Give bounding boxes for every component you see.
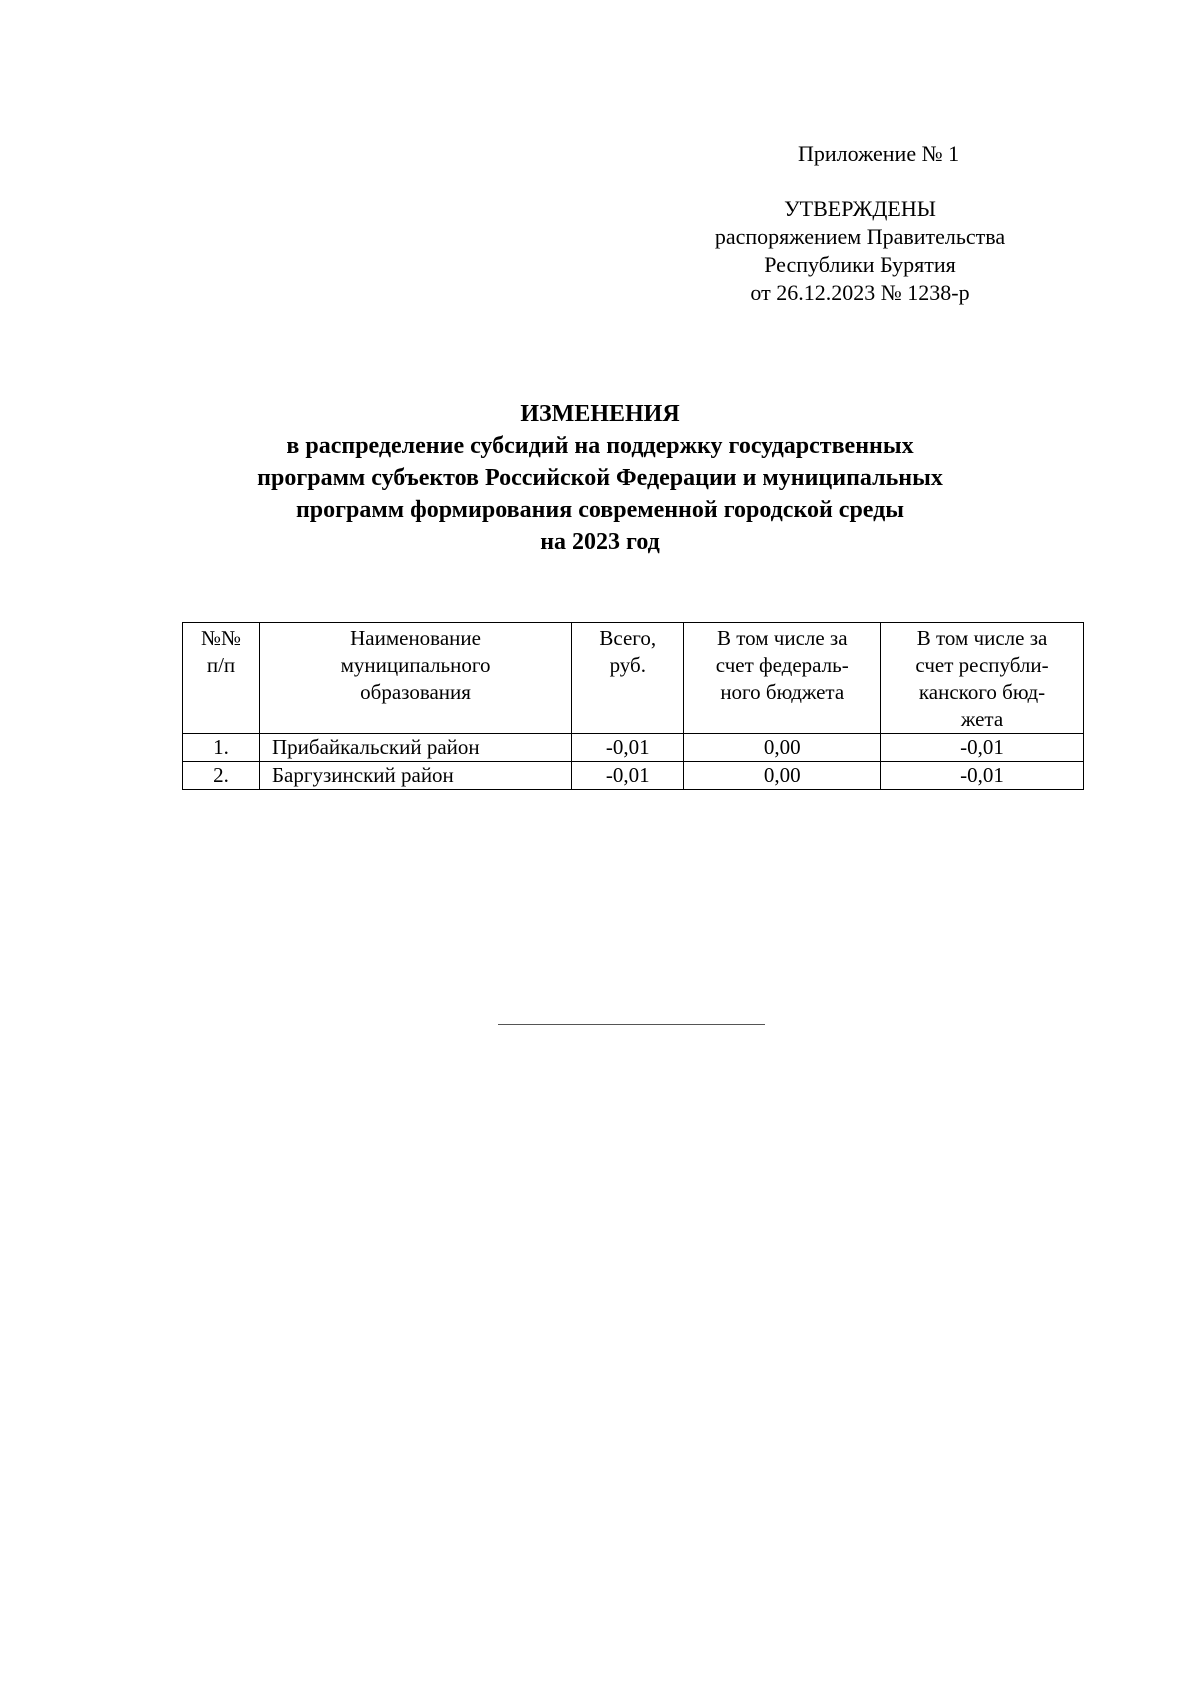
approval-line: Республики Бурятия [764, 252, 956, 277]
title-line: программ формирования современной городской среды [295, 497, 905, 523]
approval-line: УТВЕРЖДЕНЫ [784, 196, 936, 221]
document-title [150, 398, 1050, 558]
appendix-label: Приложение № 1 [798, 141, 960, 166]
title-line: в распределение субсидий на поддержку государственных [286, 433, 914, 459]
approval-date-line: от 26.12.2023 № 1238-р [750, 280, 970, 305]
title-line: программ субъектов Российской Федерации и муниципальных [257, 465, 943, 491]
title-heading: ИЗМЕНЕНИЯ [520, 401, 680, 427]
table-header-row [183, 623, 1084, 734]
cell-total: -0,01 [572, 734, 684, 762]
cell-federal: 0,00 [684, 734, 881, 762]
header-total: Всего, руб. [572, 623, 684, 734]
cell-municipality: Баргузинский район [259, 762, 571, 790]
header-federal-budget: В том числе за счет федераль- ного бюджета [684, 623, 881, 734]
table-row [183, 762, 1084, 790]
cell-number: 1. [183, 734, 260, 762]
end-of-document-divider [498, 1024, 765, 1025]
cell-total: -0,01 [572, 762, 684, 790]
subsidy-changes-table [182, 622, 1084, 790]
cell-number: 2. [183, 762, 260, 790]
header-republic-budget: В том числе за счет республи- канского бюд- жета [881, 623, 1084, 734]
header-municipality-name: Наименование муниципального образования [259, 623, 571, 734]
header-number: №№ п/п [183, 623, 260, 734]
approval-stamp [700, 195, 1020, 307]
cell-republic: -0,01 [881, 734, 1084, 762]
approval-line: распоряжением Правительства [714, 224, 1006, 249]
cell-republic: -0,01 [881, 762, 1084, 790]
title-year-line: на 2023 год [540, 529, 660, 555]
cell-municipality: Прибайкальский район [259, 734, 571, 762]
cell-federal: 0,00 [684, 762, 881, 790]
table-row [183, 734, 1084, 762]
